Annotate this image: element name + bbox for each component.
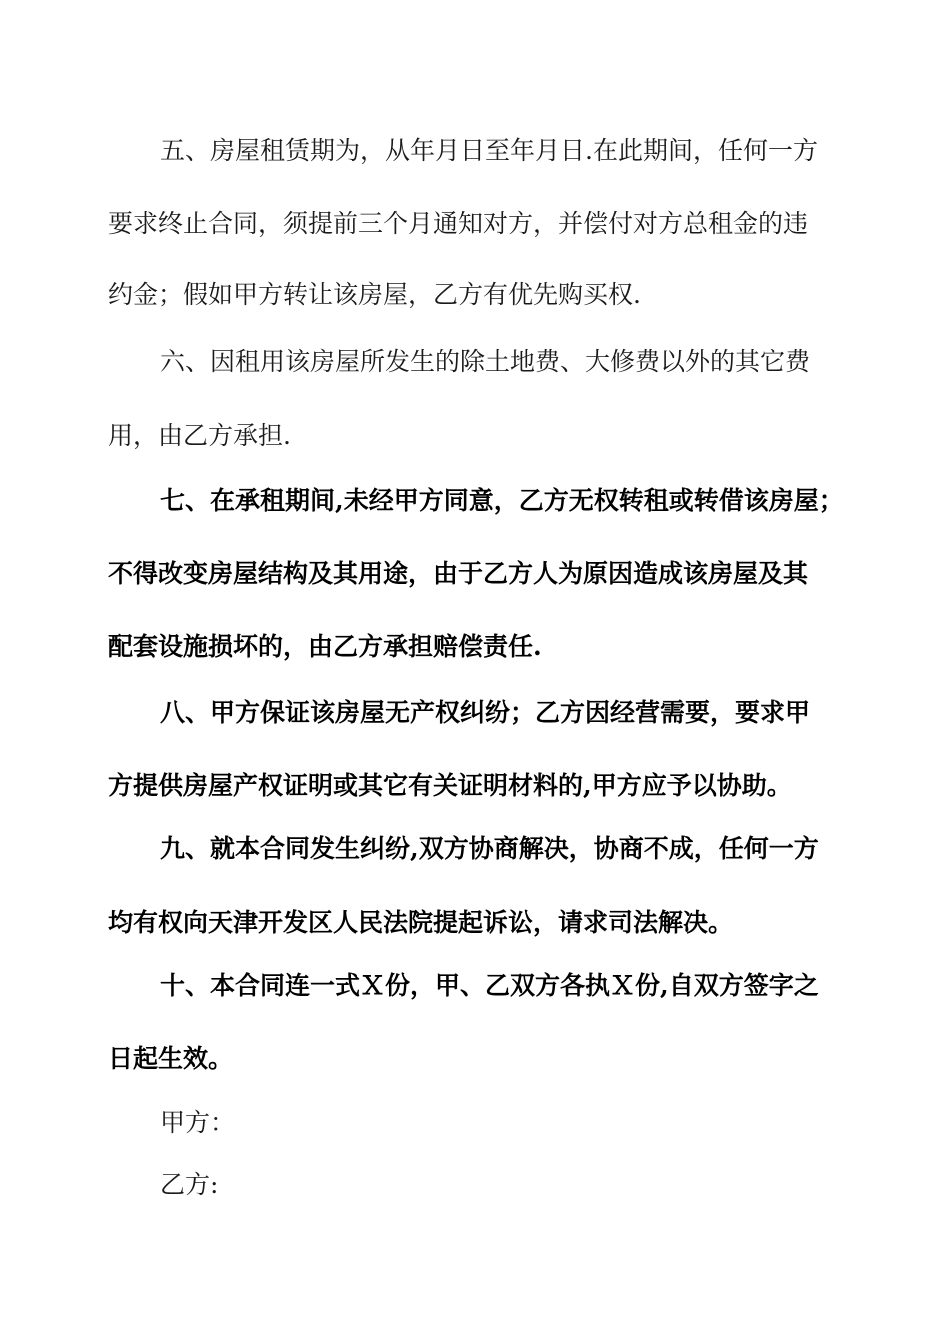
clause-9-line-1: 九、就本合同发生纠纷,双方协商解决，协商不成，任何一方 [160,834,819,863]
clause-5-line-3: 约金；假如甲方转让该房屋，乙方有优先购买权. [108,280,641,309]
clause-7-line-1: 七、在承租期间,未经甲方同意，乙方无权转租或转借该房屋； [160,486,844,515]
clause-9-line-2: 均有权向天津开发区人民法院提起诉讼，请求司法解决。 [108,908,734,937]
clause-6-line-1: 六、因租用该房屋所发生的除土地费、大修费以外的其它费 [160,347,811,376]
clause-5-line-1: 五、房屋租赁期为，从年月日至年月日.在此期间，任何一方 [160,136,818,165]
clause-8-line-2: 方提供房屋产权证明或其它有关证明材料的,甲方应予以协助。 [108,771,792,800]
clause-7-line-2: 不得改变房屋结构及其用途，由于乙方人为原因造成该房屋及其 [108,559,809,588]
clause-7-line-3: 配套设施损坏的，由乙方承担赔偿责任. [108,632,542,661]
clause-10-line-2: 日起生效。 [108,1044,234,1073]
clause-8-line-1: 八、甲方保证该房屋无产权纠纷；乙方因经营需要，要求甲 [160,698,811,727]
clause-10-line-1: 十、本合同连一式Ｘ份，甲、乙双方各执Ｘ份,自双方签字之 [160,971,819,1000]
party-a-signature-label: 甲方： [160,1108,236,1137]
clause-6-line-2: 用，由乙方承担. [108,421,291,450]
clause-5-line-2: 要求终止合同，须提前三个月通知对方，并偿付对方总租金的违 [108,209,809,238]
party-b-signature-label: 乙方: [160,1170,219,1199]
